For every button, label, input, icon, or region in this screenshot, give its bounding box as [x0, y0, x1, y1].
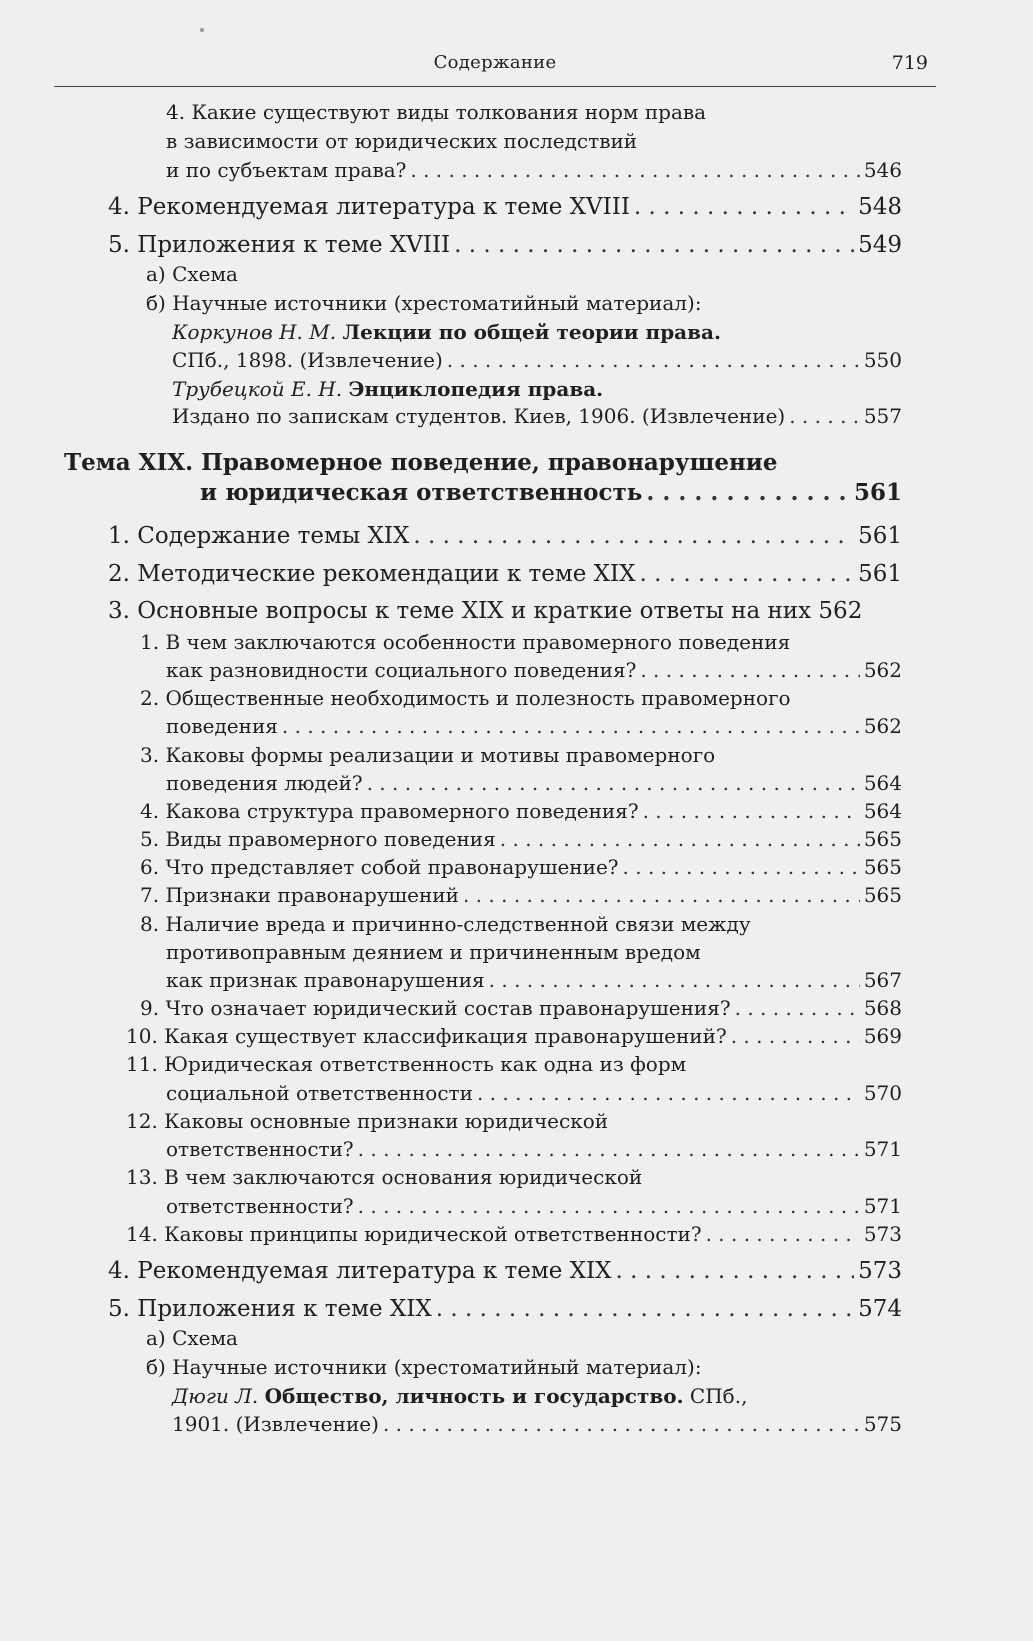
running-title: Содержание: [433, 52, 557, 73]
dot-leader: [454, 234, 854, 257]
work-title: Общество, личность и государство.: [264, 1384, 684, 1408]
dot-leader: [646, 481, 850, 504]
toc-entry[interactable]: социальной ответственности . . . 570: [166, 1083, 902, 1103]
dot-leader: [282, 716, 860, 736]
toc-line: 4. Какие существуют виды толкования норм права: [166, 100, 707, 124]
toc-line: 13. В чем заключаются основания юридической: [126, 1165, 643, 1189]
toc-page: 564: [863, 799, 902, 823]
toc-page: 570: [863, 1081, 902, 1105]
dot-leader: [706, 1224, 860, 1244]
work-title: Лекции по общей теории права.: [342, 320, 721, 344]
toc-page: 568: [863, 996, 902, 1020]
toc-page: 548: [858, 194, 902, 220]
toc-line: 11. Юридическая ответственность как одна из форм: [126, 1052, 687, 1076]
running-header: [54, 48, 936, 87]
dot-leader: [789, 406, 860, 426]
page-number: 719: [891, 52, 928, 74]
dot-leader: [358, 1196, 860, 1216]
toc-entry[interactable]: 4. Рекомендуемая литература к теме XVIII . . . 548: [108, 196, 902, 219]
toc-entry[interactable]: и юридическая ответственность . . . 561: [200, 481, 902, 504]
toc-entry[interactable]: 6. Что представляет собой правонарушение? . . . 565: [140, 857, 902, 877]
toc-line: 8. Наличие вреда и причинно-следственной связи между: [140, 912, 751, 936]
dot-leader: [410, 160, 859, 180]
dot-leader: [735, 998, 860, 1018]
dot-leader: [640, 660, 859, 680]
toc-entry[interactable]: 5. Приложения к теме XVIII . . . 549: [108, 234, 902, 257]
toc-page: 573: [858, 1258, 902, 1284]
dot-leader: [489, 970, 860, 990]
toc-line: [172, 379, 603, 399]
dot-leader: [463, 885, 860, 905]
toc-entry[interactable]: 1901. (Извлечение) . . . 575: [172, 1414, 902, 1434]
dot-leader: [413, 525, 854, 548]
dot-leader: [358, 1139, 860, 1159]
toc-entry[interactable]: и по субъектам права? . . . 546: [166, 160, 902, 180]
toc-page: 569: [863, 1024, 902, 1048]
toc-entry[interactable]: как разновидности социального поведения? . . . 562: [166, 660, 902, 680]
toc-page: 574: [858, 1296, 902, 1322]
author: Дюги Л.: [172, 1384, 259, 1408]
work-title: Энциклопедия права.: [348, 377, 604, 401]
toc-entry[interactable]: 9. Что означает юридический состав правонарушения? . . . 568: [140, 998, 902, 1018]
toc-line: а) Схема: [146, 1326, 238, 1350]
toc-page: 562: [818, 598, 863, 624]
dot-leader: [643, 801, 860, 821]
toc-entry[interactable]: поведения людей? . . . 564: [166, 773, 902, 793]
toc-line: б) Научные источники (хрестоматийный материал):: [146, 291, 702, 315]
author: Коркунов Н. М.: [172, 320, 337, 344]
toc-line: [172, 322, 721, 342]
toc-entry[interactable]: 2. Методические рекомендации к теме XIX . . . 561: [108, 563, 902, 586]
toc-line: противоправным деянием и причиненным вредом: [166, 940, 701, 964]
toc-entry[interactable]: поведения . . . 562: [166, 716, 902, 736]
dot-leader: [634, 196, 854, 219]
dot-leader: [500, 829, 860, 849]
toc-entry[interactable]: СПб., 1898. (Извлечение) . . . 550: [172, 350, 902, 370]
toc-line: 3. Каковы формы реализации и мотивы правомерного: [140, 743, 716, 767]
toc-page: 550: [863, 348, 902, 372]
toc-entry[interactable]: 4. Какова структура правомерного поведения? . . . 564: [140, 801, 902, 821]
toc-line: б) Научные источники (хрестоматийный материал):: [146, 1355, 702, 1379]
toc-entry[interactable]: 14. Каковы принципы юридической ответственности? . . . 573: [126, 1224, 902, 1244]
toc-entry[interactable]: ответственности? . . . 571: [166, 1139, 902, 1159]
dot-leader: [383, 1414, 860, 1434]
toc-page: 561: [858, 523, 902, 549]
dot-leader: [640, 563, 855, 586]
toc-line: а) Схема: [146, 262, 238, 286]
toc-page: 562: [863, 658, 902, 682]
toc-entry[interactable]: 10. Какая существует классификация правонарушений? . . . 569: [126, 1026, 902, 1046]
author: Трубецкой Е. Н.: [172, 377, 343, 401]
dot-leader: [367, 773, 860, 793]
toc-page: 564: [863, 771, 902, 795]
dot-leader: [436, 1298, 854, 1321]
toc-entry[interactable]: 7. Признаки правонарушений . . . 565: [140, 885, 902, 905]
toc-entry[interactable]: как признак правонарушения . . . 567: [166, 970, 902, 990]
toc-page: 575: [863, 1412, 902, 1436]
toc-page: 549: [858, 232, 902, 258]
scan-speck: [200, 28, 204, 32]
toc-page: 546: [863, 158, 902, 182]
dot-leader: [616, 1260, 855, 1283]
toc-line: 12. Каковы основные признаки юридической: [126, 1109, 609, 1133]
toc-line: Дюги Л. Общество, личность и государство. СПб.,: [172, 1384, 748, 1408]
toc-page: 561: [853, 479, 902, 506]
topic-heading: Тема XIX. Правомерное поведение, правонарушение: [64, 449, 778, 476]
toc-entry[interactable]: 1. Содержание темы XIX . . . 561: [108, 525, 902, 548]
dot-leader: [623, 857, 860, 877]
toc-entry[interactable]: Издано по запискам студентов. Киев, 1906. (Извлечение) . . . 557: [172, 406, 902, 426]
dot-leader: [447, 350, 860, 370]
toc-entry[interactable]: 5. Приложения к теме XIX . . . 574: [108, 1298, 902, 1321]
toc-page: 571: [863, 1137, 902, 1161]
toc-entry[interactable]: 3. Основные вопросы к теме XIX и краткие ответы на них 562: [108, 598, 863, 624]
dot-leader: [731, 1026, 860, 1046]
toc-page: 557: [863, 404, 902, 428]
toc-page: 565: [863, 827, 902, 851]
toc-entry[interactable]: 5. Виды правомерного поведения . . . 565: [140, 829, 902, 849]
toc-page: 573: [863, 1222, 902, 1246]
toc-page: 567: [863, 968, 902, 992]
toc-page: 562: [863, 714, 902, 738]
toc-page: 565: [863, 855, 902, 879]
toc-page: 571: [863, 1194, 902, 1218]
dot-leader: [477, 1083, 860, 1103]
toc-entry[interactable]: 4. Рекомендуемая литература к теме XIX . . . 573: [108, 1260, 902, 1283]
toc-line: 1. В чем заключаются особенности правомерного поведения: [140, 630, 791, 654]
toc-page: 561: [858, 561, 902, 587]
toc-page: 565: [863, 883, 902, 907]
toc-line: 2. Общественные необходимость и полезность правомерного: [140, 686, 791, 710]
toc-line: в зависимости от юридических последствий: [166, 129, 638, 153]
toc-entry[interactable]: ответственности? . . . 571: [166, 1196, 902, 1216]
